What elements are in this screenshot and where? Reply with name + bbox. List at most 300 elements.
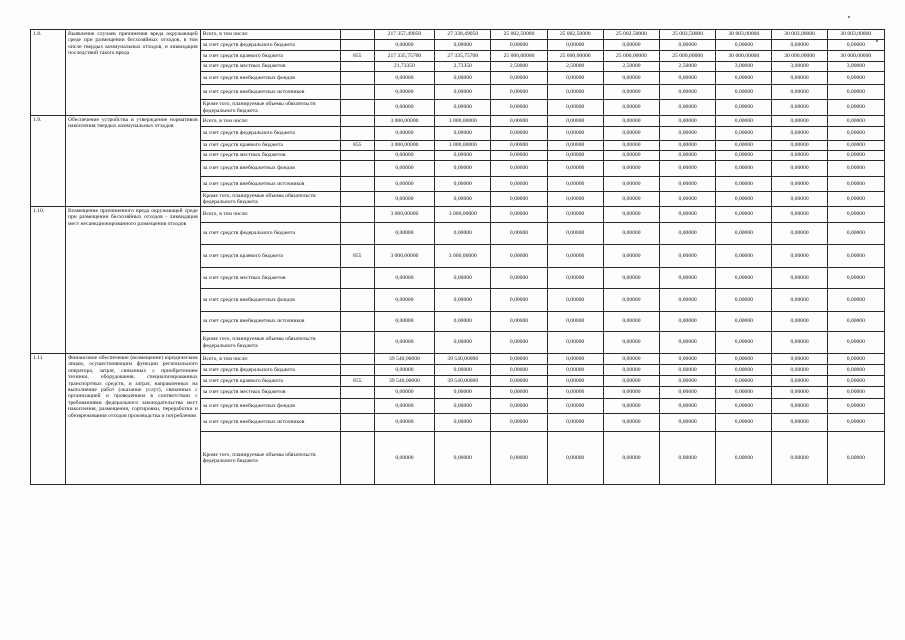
amount-cell: 0,00000 [491, 116, 547, 127]
amount-cell: 25 000,00000 [547, 51, 603, 62]
amount-cell: 0,00000 [491, 192, 547, 207]
amount-cell: 0,00000 [827, 177, 884, 192]
amount-cell: 0,00000 [547, 399, 603, 414]
amount-cell: 39 540,00000 [374, 354, 434, 365]
amount-cell: 0,00000 [827, 312, 884, 332]
amount-cell: 0,00000 [374, 387, 434, 399]
amount-cell: 0,00000 [547, 387, 603, 399]
amount-cell: 0,00000 [491, 223, 547, 245]
amount-cell: 0,00000 [827, 207, 884, 223]
amount-cell: 2,50000 [547, 62, 603, 72]
amount-cell: 0,00000 [660, 245, 716, 268]
amount-cell: 25 002,50000 [491, 30, 547, 40]
amount-cell: 0,00000 [547, 192, 603, 207]
budget-code [340, 207, 374, 223]
amount-cell: 0,00000 [772, 332, 827, 354]
amount-cell: 25 000,00000 [603, 51, 659, 62]
amount-cell: 25 000,00000 [491, 51, 547, 62]
amount-cell: 0,00000 [603, 365, 659, 376]
budget-code [340, 116, 374, 127]
table-row [31, 30, 885, 40]
amount-cell: 0,00000 [772, 376, 827, 387]
amount-cell: 0,00000 [547, 72, 603, 85]
budget-code [340, 365, 374, 376]
amount-cell: 0,00000 [547, 268, 603, 289]
funding-source: за счет средств внебюджетных источников [200, 414, 340, 432]
amount-cell: 0,00000 [374, 161, 434, 177]
funding-source: за счет средств внебюджетных фондов [200, 72, 340, 85]
amount-cell: 0,00000 [374, 332, 434, 354]
amount-cell: 0,00000 [603, 399, 659, 414]
amount-cell: 0,00000 [435, 151, 491, 161]
funding-source: Кроме того, планируемые объемы обязательств федерального бюджета [200, 192, 340, 207]
amount-cell: 0,00000 [660, 161, 716, 177]
amount-cell: 0,00000 [716, 161, 772, 177]
funding-source: за счет средств федерального бюджета [200, 223, 340, 245]
funding-source: за счет средств местных бюджетов [200, 268, 340, 289]
amount-cell: 0,00000 [660, 72, 716, 85]
amount-cell: 27 338,49050 [435, 30, 491, 40]
funding-source: за счет средств внебюджетных фондов [200, 161, 340, 177]
amount-cell: 0,00000 [491, 72, 547, 85]
funding-source: за счет средств краевого бюджета [200, 141, 340, 151]
amount-cell: 0,00000 [660, 127, 716, 141]
amount-cell: 0,00000 [660, 365, 716, 376]
amount-cell: 0,00000 [435, 289, 491, 312]
amount-cell: 39 540,00000 [435, 354, 491, 365]
amount-cell: 0,00000 [435, 40, 491, 51]
amount-cell: 0,00000 [660, 116, 716, 127]
amount-cell: 0,00000 [716, 365, 772, 376]
amount-cell: 0,00000 [660, 387, 716, 399]
amount-cell: 0,00000 [827, 414, 884, 432]
amount-cell: 0,00000 [435, 332, 491, 354]
amount-cell: 25 002,50000 [547, 30, 603, 40]
amount-cell: 0,00000 [491, 289, 547, 312]
budget-code [340, 161, 374, 177]
amount-cell: 0,00000 [716, 40, 772, 51]
amount-cell: 0,00000 [716, 100, 772, 116]
amount-cell: 0,00000 [716, 207, 772, 223]
budget-code [340, 40, 374, 51]
amount-cell: 0,00000 [827, 365, 884, 376]
amount-cell: 0,00000 [603, 289, 659, 312]
amount-cell: 0,00000 [772, 72, 827, 85]
amount-cell: 3,00000 [772, 62, 827, 72]
amount-cell: 0,00000 [827, 399, 884, 414]
amount-cell: 0,00000 [491, 312, 547, 332]
amount-cell: 0,00000 [660, 399, 716, 414]
amount-cell: 39 540,00000 [374, 376, 434, 387]
amount-cell: 0,00000 [435, 100, 491, 116]
amount-cell: 0,00000 [660, 376, 716, 387]
budget-code: 855 [340, 376, 374, 387]
amount-cell: 0,00000 [491, 414, 547, 432]
amount-cell: 0,00000 [603, 354, 659, 365]
amount-cell: 0,00000 [547, 245, 603, 268]
item-title: Возмещение причиненного вреда окружающей среде при размещении бесхозяйных отходов - ликвидация мест несанкционированного размещения отходов [66, 207, 201, 354]
amount-cell: 0,00000 [491, 332, 547, 354]
amount-cell: 0,00000 [491, 354, 547, 365]
amount-cell: 0,00000 [491, 127, 547, 141]
amount-cell: 3 000,00000 [435, 207, 491, 223]
amount-cell: 21,73350 [374, 62, 434, 72]
amount-cell: 0,00000 [374, 414, 434, 432]
amount-cell: 0,00000 [772, 151, 827, 161]
funding-source: за счет средств федерального бюджета [200, 40, 340, 51]
amount-cell: 0,00000 [491, 161, 547, 177]
amount-cell: 0,00000 [435, 414, 491, 432]
table-row [31, 207, 885, 223]
amount-cell: 0,00000 [603, 245, 659, 268]
amount-cell: 0,00000 [547, 151, 603, 161]
amount-cell: 0,00000 [435, 387, 491, 399]
budget-code [340, 177, 374, 192]
amount-cell: 0,00000 [772, 223, 827, 245]
amount-cell: 0,00000 [374, 365, 434, 376]
funding-source: за счет средств краевого бюджета [200, 376, 340, 387]
funding-source: Кроме того, планируемые объемы обязательств федерального бюджета [200, 332, 340, 354]
amount-cell: 0,00000 [716, 223, 772, 245]
amount-cell: 0,00000 [435, 72, 491, 85]
budget-code: 855 [340, 141, 374, 151]
item-title: Финансовое обеспечение (возмещение) юридическим лицам, осуществляющим функции регионального оператора, затрат, связанных с приобретением техники, оборудования, специализированных транспортных средств, и затрат, направленных на выполнение работ (оказание услуг), связанных с организацией и проведением в соответствии с требованиями федерального законодательства мест накопления, размещения, сортировки, переработки и обезвреживания отходов производства и потребления [66, 354, 201, 485]
item-title: Обеспечение устройства и утверждение нормативов накопления твердых коммунальных отходов [66, 116, 201, 207]
amount-cell: 25 002,50000 [603, 30, 659, 40]
budget-code [340, 85, 374, 100]
amount-cell: 0,00000 [374, 312, 434, 332]
amount-cell: 0,00000 [827, 387, 884, 399]
amount-cell: 0,00000 [660, 312, 716, 332]
amount-cell: 0,00000 [547, 207, 603, 223]
amount-cell: 0,00000 [435, 268, 491, 289]
amount-cell: 0,00000 [435, 85, 491, 100]
budget-code [340, 312, 374, 332]
amount-cell: 0,00000 [716, 399, 772, 414]
amount-cell: 0,00000 [491, 151, 547, 161]
amount-cell: 0,00000 [547, 161, 603, 177]
budget-code [340, 432, 374, 485]
budget-code [340, 62, 374, 72]
amount-cell: 0,00000 [827, 40, 884, 51]
funding-source: за счет средств внебюджетных источников [200, 85, 340, 100]
budget-code [340, 354, 374, 365]
amount-cell: 0,00000 [547, 365, 603, 376]
amount-cell: 27 335,75700 [435, 51, 491, 62]
amount-cell: 0,00000 [491, 40, 547, 51]
amount-cell: 0,00000 [716, 72, 772, 85]
amount-cell: 0,00000 [547, 100, 603, 116]
amount-cell: 0,00000 [660, 414, 716, 432]
amount-cell: 0,00000 [660, 151, 716, 161]
budget-code [340, 387, 374, 399]
budget-table [30, 29, 885, 485]
amount-cell: 0,00000 [603, 177, 659, 192]
amount-cell: 0,00000 [827, 354, 884, 365]
amount-cell: 217 357,49050 [374, 30, 434, 40]
amount-cell: 0,00000 [772, 85, 827, 100]
amount-cell: 30 000,00000 [716, 51, 772, 62]
budget-code: 855 [340, 245, 374, 268]
amount-cell: 0,00000 [716, 432, 772, 485]
amount-cell: 3 000,00000 [374, 141, 434, 151]
funding-source: за счет средств краевого бюджета [200, 51, 340, 62]
amount-cell: 0,00000 [716, 376, 772, 387]
amount-cell: 0,00000 [772, 127, 827, 141]
amount-cell: 2,50000 [491, 62, 547, 72]
funding-source: за счет средств внебюджетных источников [200, 312, 340, 332]
amount-cell: 0,00000 [772, 192, 827, 207]
scan-speck [848, 16, 850, 18]
budget-code [340, 192, 374, 207]
amount-cell: 0,00000 [827, 432, 884, 485]
amount-cell: 0,00000 [660, 223, 716, 245]
amount-cell: 0,00000 [547, 40, 603, 51]
funding-source: за счет средств внебюджетных фондов [200, 399, 340, 414]
amount-cell: 2,50000 [660, 62, 716, 72]
amount-cell: 0,00000 [547, 116, 603, 127]
item-number: 1.8. [31, 30, 66, 116]
budget-code [340, 332, 374, 354]
amount-cell: 0,00000 [772, 207, 827, 223]
amount-cell: 0,00000 [374, 192, 434, 207]
amount-cell: 3,00000 [716, 62, 772, 72]
budget-code: 855 [340, 51, 374, 62]
amount-cell: 0,00000 [827, 127, 884, 141]
amount-cell: 30 003,00000 [716, 30, 772, 40]
budget-code [340, 100, 374, 116]
amount-cell: 0,00000 [772, 177, 827, 192]
amount-cell: 0,00000 [603, 432, 659, 485]
amount-cell: 0,00000 [827, 141, 884, 151]
amount-cell: 0,00000 [374, 100, 434, 116]
table-row [31, 116, 885, 127]
amount-cell: 0,00000 [716, 177, 772, 192]
amount-cell: 0,00000 [547, 289, 603, 312]
budget-code [340, 151, 374, 161]
amount-cell: 0,00000 [603, 332, 659, 354]
budget-code [340, 268, 374, 289]
funding-source: Всего, в том числе: [200, 30, 340, 40]
amount-cell: 25 002,50000 [660, 30, 716, 40]
amount-cell: 0,00000 [660, 192, 716, 207]
amount-cell: 0,00000 [603, 151, 659, 161]
item-number: 1.10. [31, 207, 66, 354]
amount-cell: 0,00000 [547, 432, 603, 485]
amount-cell: 0,00000 [603, 376, 659, 387]
amount-cell: 0,00000 [374, 177, 434, 192]
amount-cell: 0,00000 [435, 432, 491, 485]
amount-cell: 0,00000 [660, 177, 716, 192]
amount-cell: 0,00000 [491, 245, 547, 268]
amount-cell: 0,00000 [827, 223, 884, 245]
amount-cell: 0,00000 [827, 376, 884, 387]
amount-cell: 2,50000 [603, 62, 659, 72]
amount-cell: 0,00000 [603, 268, 659, 289]
amount-cell: 0,00000 [716, 312, 772, 332]
amount-cell: 3 000,00000 [435, 141, 491, 151]
amount-cell: 0,00000 [772, 289, 827, 312]
funding-source: Кроме того, планируемые объемы обязательств федерального бюджета [200, 432, 340, 485]
budget-code [340, 30, 374, 40]
amount-cell: 0,00000 [491, 268, 547, 289]
amount-cell: 0,00000 [491, 376, 547, 387]
amount-cell: 0,00000 [772, 354, 827, 365]
amount-cell: 0,00000 [772, 100, 827, 116]
amount-cell: 0,00000 [716, 354, 772, 365]
amount-cell: 0,00000 [435, 365, 491, 376]
amount-cell: 0,00000 [827, 245, 884, 268]
amount-cell: 0,00000 [772, 414, 827, 432]
amount-cell: 0,00000 [491, 399, 547, 414]
amount-cell: 0,00000 [603, 387, 659, 399]
budget-code [340, 399, 374, 414]
amount-cell: 0,00000 [603, 127, 659, 141]
amount-cell: 0,00000 [716, 289, 772, 312]
amount-cell: 0,00000 [660, 40, 716, 51]
amount-cell: 3 000,00000 [435, 116, 491, 127]
table-row [31, 354, 885, 365]
amount-cell: 0,00000 [660, 268, 716, 289]
amount-cell: 0,00000 [547, 141, 603, 151]
amount-cell: 0,00000 [772, 116, 827, 127]
amount-cell: 39 540,00000 [435, 376, 491, 387]
amount-cell: 0,00000 [603, 141, 659, 151]
amount-cell: 0,00000 [374, 85, 434, 100]
amount-cell: 0,00000 [827, 85, 884, 100]
amount-cell: 0,00000 [772, 387, 827, 399]
amount-cell: 0,00000 [827, 268, 884, 289]
amount-cell: 0,00000 [660, 332, 716, 354]
amount-cell: 0,00000 [660, 432, 716, 485]
amount-cell: 0,00000 [827, 72, 884, 85]
funding-source: Всего, в том числе: [200, 354, 340, 365]
amount-cell: 0,00000 [660, 85, 716, 100]
amount-cell: 0,00000 [374, 432, 434, 485]
amount-cell: 0,00000 [716, 127, 772, 141]
amount-cell: 0,00000 [491, 177, 547, 192]
amount-cell: 0,00000 [827, 116, 884, 127]
amount-cell: 3 000,00000 [374, 207, 434, 223]
amount-cell: 0,00000 [660, 141, 716, 151]
amount-cell: 0,00000 [435, 177, 491, 192]
amount-cell: 0,00000 [374, 223, 434, 245]
funding-source: за счет средств внебюджетных источников [200, 177, 340, 192]
amount-cell: 0,00000 [547, 414, 603, 432]
amount-cell: 0,00000 [716, 414, 772, 432]
amount-cell: 0,00000 [491, 207, 547, 223]
amount-cell: 0,00000 [491, 100, 547, 116]
amount-cell: 30 003,00000 [772, 30, 827, 40]
amount-cell: 30 000,00000 [827, 51, 884, 62]
amount-cell: 0,00000 [374, 40, 434, 51]
amount-cell: 30 003,00000 [827, 30, 884, 40]
amount-cell: 0,00000 [603, 116, 659, 127]
amount-cell: 0,00000 [491, 432, 547, 485]
amount-cell: 0,00000 [491, 141, 547, 151]
amount-cell: 0,00000 [772, 268, 827, 289]
amount-cell: 3 000,00000 [435, 245, 491, 268]
budget-code [340, 127, 374, 141]
amount-cell: 30 000,00000 [772, 51, 827, 62]
funding-source: Кроме того, планируемые объемы обязательств федерального бюджета [200, 100, 340, 116]
budget-code [340, 223, 374, 245]
amount-cell: 0,00000 [603, 100, 659, 116]
amount-cell: 0,00000 [491, 365, 547, 376]
funding-source: за счет средств внебюджетных фондов [200, 289, 340, 312]
funding-source: за счет средств краевого бюджета [200, 245, 340, 268]
amount-cell: 0,00000 [827, 161, 884, 177]
amount-cell: 0,00000 [547, 127, 603, 141]
funding-source: Всего, в том числе: [200, 207, 340, 223]
amount-cell: 0,00000 [716, 151, 772, 161]
amount-cell: 0,00000 [491, 85, 547, 100]
amount-cell: 0,00000 [827, 192, 884, 207]
amount-cell: 0,00000 [716, 332, 772, 354]
funding-source: Всего, в том числе: [200, 116, 340, 127]
amount-cell: 0,00000 [827, 289, 884, 312]
amount-cell: 0,00000 [547, 177, 603, 192]
amount-cell: 0,00000 [603, 223, 659, 245]
amount-cell: 0,00000 [716, 141, 772, 151]
amount-cell: 0,00000 [547, 332, 603, 354]
amount-cell: 0,00000 [435, 399, 491, 414]
amount-cell: 0,00000 [547, 85, 603, 100]
amount-cell: 0,00000 [660, 100, 716, 116]
amount-cell: 0,00000 [435, 312, 491, 332]
item-title: Выявление случаев причинения вреда окружающей среде при размещении бесхозяйных отходов, в том числе твердых коммунальных отходов, и ликвидация последствий такого вреда [66, 30, 201, 116]
amount-cell: 0,00000 [716, 387, 772, 399]
item-number: 1.11 [31, 354, 66, 485]
amount-cell: 0,00000 [603, 72, 659, 85]
amount-cell: 0,00000 [772, 312, 827, 332]
budget-code [340, 414, 374, 432]
funding-source: за счет средств местных бюджетов [200, 151, 340, 161]
amount-cell: 0,00000 [547, 354, 603, 365]
amount-cell: 0,00000 [374, 399, 434, 414]
amount-cell: 0,00000 [603, 207, 659, 223]
amount-cell: 0,00000 [547, 376, 603, 387]
amount-cell: 0,00000 [547, 312, 603, 332]
budget-code [340, 289, 374, 312]
amount-cell: 0,00000 [603, 40, 659, 51]
amount-cell: 0,00000 [827, 151, 884, 161]
amount-cell: 3 000,00000 [374, 245, 434, 268]
amount-cell: 0,00000 [772, 40, 827, 51]
amount-cell: 0,00000 [660, 207, 716, 223]
funding-source: за счет средств федерального бюджета [200, 365, 340, 376]
amount-cell: 0,00000 [716, 192, 772, 207]
amount-cell: 0,00000 [603, 414, 659, 432]
amount-cell: 0,00000 [374, 151, 434, 161]
funding-source: за счет средств федерального бюджета [200, 127, 340, 141]
amount-cell: 0,00000 [374, 268, 434, 289]
amount-cell: 0,00000 [435, 223, 491, 245]
amount-cell: 0,00000 [603, 85, 659, 100]
amount-cell: 0,00000 [772, 161, 827, 177]
budget-code [340, 72, 374, 85]
amount-cell: 0,00000 [491, 387, 547, 399]
amount-cell: 0,00000 [660, 354, 716, 365]
amount-cell: 0,00000 [603, 312, 659, 332]
amount-cell: 3,00000 [827, 62, 884, 72]
funding-source: за счет средств местных бюджетов [200, 387, 340, 399]
amount-cell: 0,00000 [827, 100, 884, 116]
amount-cell: 0,00000 [603, 192, 659, 207]
amount-cell: 0,00000 [772, 432, 827, 485]
amount-cell: 0,00000 [435, 192, 491, 207]
amount-cell: 0,00000 [374, 289, 434, 312]
